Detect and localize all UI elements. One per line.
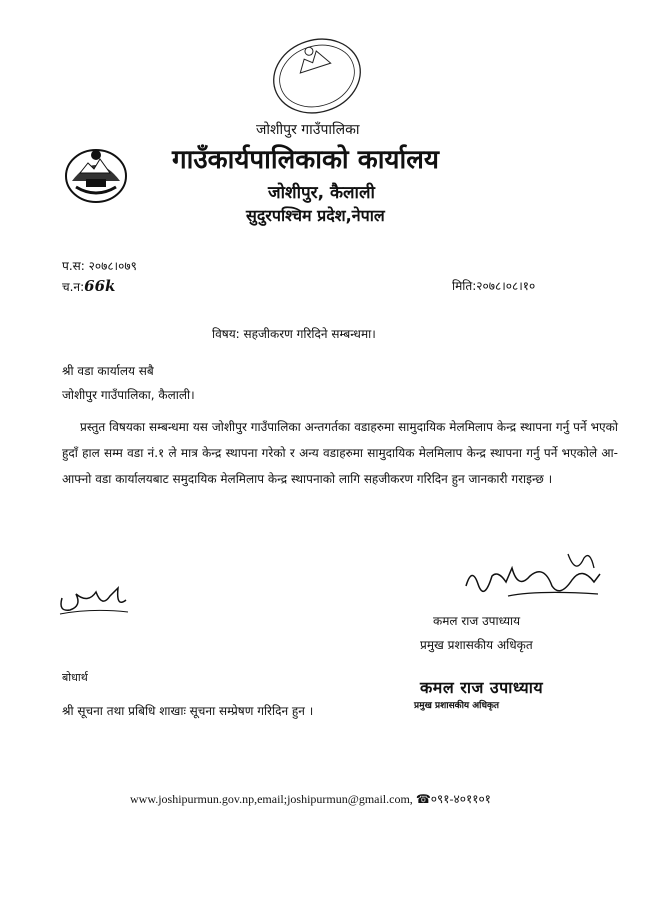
office-seal: [262, 28, 372, 124]
initials-signature: [56, 578, 132, 620]
addressee-line-1: श्री वडा कार्यालय सबै: [62, 364, 154, 378]
dispatch-prefix: च.न:: [62, 280, 85, 294]
cc-recipient: श्री सूचना तथा प्रबिधि शाखाः सूचना सम्प्रेषण गरिदिन हुन ।: [62, 704, 314, 718]
office-title: गाउँकार्यपालिकाको कार्यालय: [172, 145, 439, 175]
footer-web-email: www.joshipurmun.gov.np,email;joshipurmun@gmail.com,: [130, 792, 413, 806]
municipality-name: जोशीपुर गाउँपालिका: [256, 122, 360, 138]
nepal-emblem-icon: [62, 143, 130, 205]
cc-heading: बोधार्थ: [62, 671, 88, 684]
phone-icon: ☎: [415, 792, 431, 806]
footer-phone: ०९१-४०११०१: [430, 792, 491, 806]
dispatch-number: [62, 277, 115, 295]
address-line-1: जोशीपुर, कैलाली: [268, 183, 375, 203]
signatory-title: प्रमुख प्रशासकीय अधिकृत: [420, 638, 533, 652]
subject-line: विषय: सहजीकरण गरिदिने सम्बन्धमा।: [212, 327, 376, 341]
fiscal-year: प.स: २०७८।०७९: [62, 259, 137, 273]
addressee-line-2: जोशीपुर गाउँपालिका, कैलाली।: [62, 388, 195, 402]
title-stamp: प्रमुख प्रशासकीय अधिकृत: [414, 701, 500, 711]
letter-date: मिति:२०७८।०८।१०: [452, 279, 536, 293]
dispatch-handwritten: 66k: [84, 277, 116, 295]
footer-contact: [130, 790, 491, 807]
signatory-name: कमल राज उपाध्याय: [433, 614, 521, 628]
letter-body: प्रस्तुत विषयका सम्बन्धमा यस जोशीपुर गाउँपालिका अन्तगर्तका वडाहरुमा सामुदायिक मेलमिलाप केन्द्र स्थापना गर्नु पर्ने भएको हुदाँ हाल सम्म वडा नं.१ ले मात्र केन्द्र स्थापना गरेको र अन्य वडाहरुमा सामुदायिक मेलमिलाप केन्द्र स्थापना गर्नु पर्ने भएकोले आ-आफ्नो वडा कार्यालयबाट समुदायिक मेलमिलाप केन्द्र स्थापनाको लागि सहजीकरण गरिदिन हुन जानकारी गराइन्छ ।: [62, 420, 618, 486]
name-stamp: कमल राज उपाध्याय: [420, 678, 544, 697]
signatory-signature: [448, 546, 628, 618]
address-line-2: सुदुरपश्चिम प्रदेश,नेपाल: [246, 206, 385, 225]
